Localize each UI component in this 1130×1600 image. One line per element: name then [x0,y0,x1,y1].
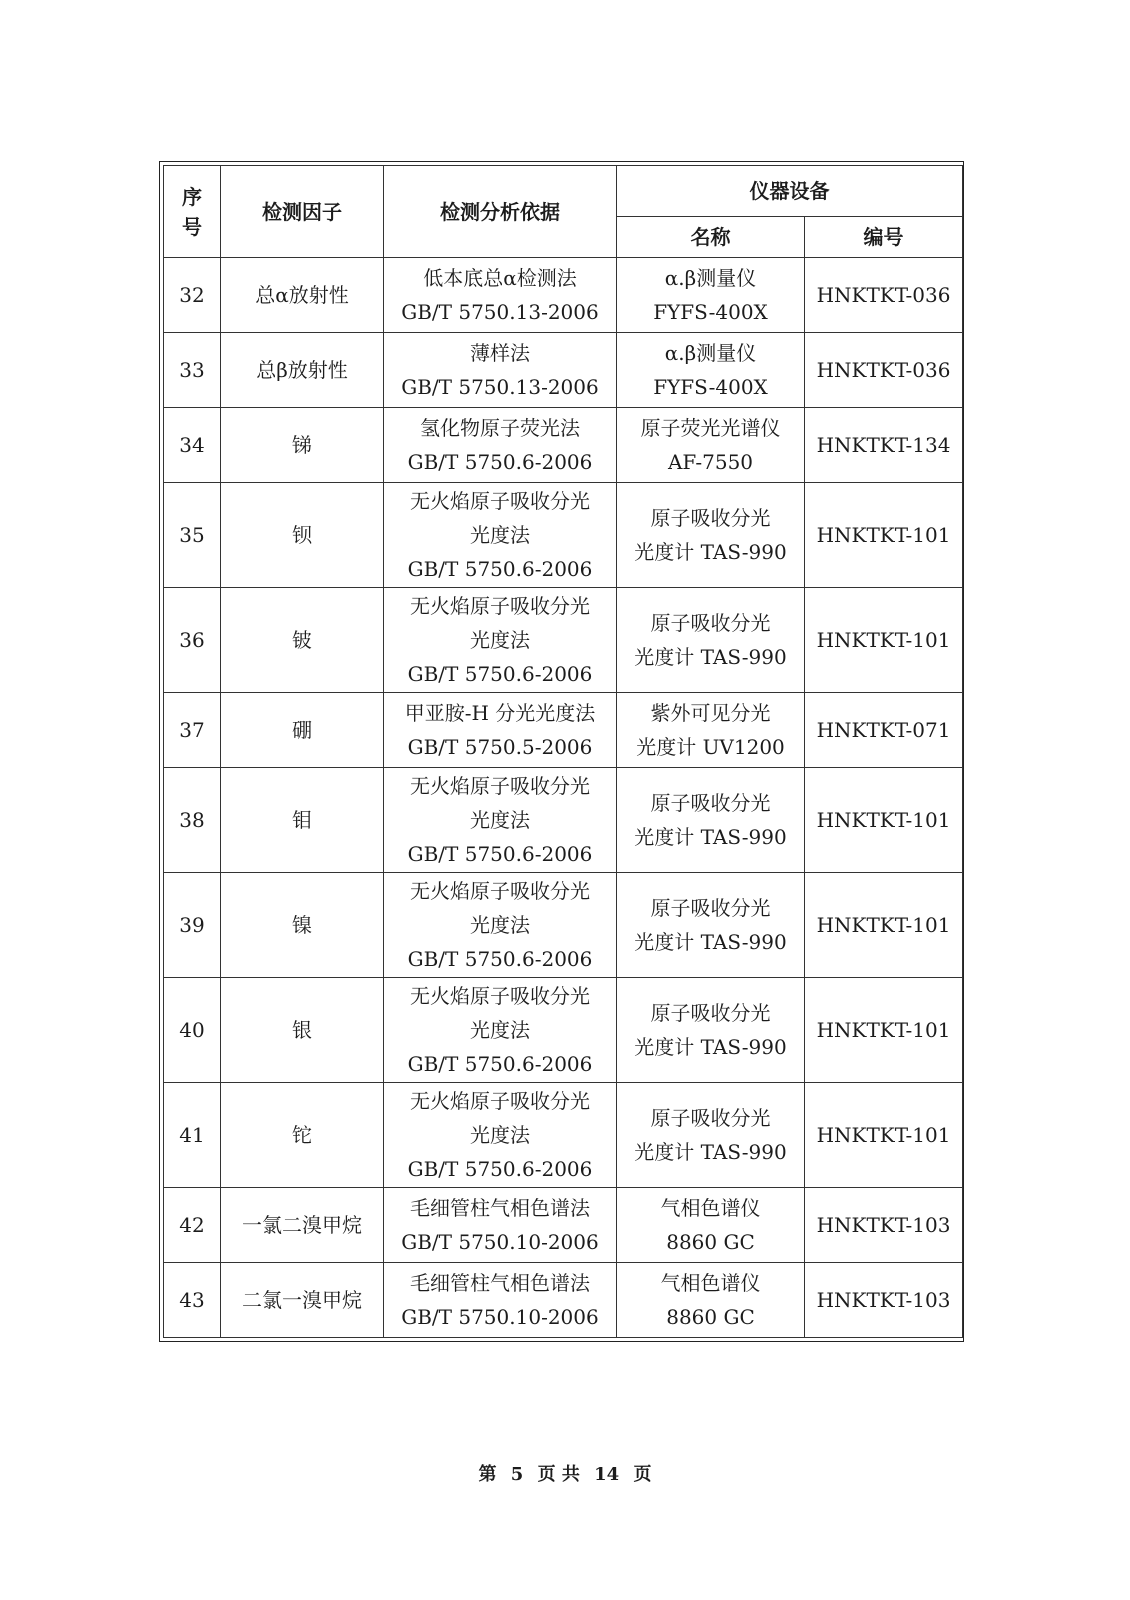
footer-page-number: 5 [510,1464,524,1485]
factor-cell: 银 [221,978,384,1083]
basis-cell-line: GB/T 5750.6-2006 [407,842,593,866]
table-row [164,333,963,408]
footer-total-pages: 14 [594,1464,620,1485]
instrument-name-cell-line: 光度计 TAS-990 [634,1035,787,1059]
basis-cell-line: 无火焰原子吸收分光 [410,594,590,618]
basis-cell [384,483,617,588]
basis-cell-line: GB/T 5750.10-2006 [401,1305,599,1329]
instrument-code-cell: HNKTKT-101 [805,978,963,1083]
instrument-code-cell: HNKTKT-071 [805,693,963,768]
seq-cell: 42 [164,1188,221,1263]
basis-cell-line: GB/T 5750.13-2006 [401,375,599,399]
seq-cell: 36 [164,588,221,693]
instrument-name-cell [617,258,805,333]
header-seq: 序号 [164,166,221,258]
basis-cell-line: 无火焰原子吸收分光 [410,489,590,513]
seq-cell: 37 [164,693,221,768]
seq-cell: 43 [164,1263,221,1338]
basis-cell [384,978,617,1083]
instrument-name-cell [617,978,805,1083]
instrument-name-cell [617,1263,805,1338]
footer-prefix: 第 [478,1464,497,1485]
table-body [164,258,963,1338]
basis-cell-line: 甲亚胺-H 分光光度法 [404,701,596,725]
basis-cell-line: 光度法 [470,913,530,937]
seq-cell: 32 [164,258,221,333]
instrument-name-cell-line: 原子吸收分光 [650,791,771,815]
instrument-name-cell-line: 8860 GC [666,1305,755,1329]
factor-cell: 钼 [221,768,384,873]
instrument-code-cell: HNKTKT-101 [805,873,963,978]
basis-cell [384,408,617,483]
table-row [164,693,963,768]
table-row [164,873,963,978]
basis-cell-line: 光度法 [470,523,530,547]
instrument-name-cell-line: 原子吸收分光 [650,611,771,635]
instrument-name-cell [617,588,805,693]
header-basis: 检测分析依据 [384,166,617,258]
instrument-name-cell-line: 原子吸收分光 [650,506,771,530]
instrument-name-cell-line: FYFS-400X [653,375,768,399]
table-row [164,483,963,588]
footer-mid: 页 共 [537,1464,580,1485]
seq-cell: 39 [164,873,221,978]
basis-cell-line: 毛细管柱气相色谱法 [410,1271,590,1295]
instrument-name-cell-line: 气相色谱仪 [660,1271,761,1295]
instrument-name-cell [617,1188,805,1263]
basis-cell-line: GB/T 5750.13-2006 [401,300,599,324]
instrument-name-cell-line: 光度计 TAS-990 [634,1140,787,1164]
instrument-name-cell-line: 原子吸收分光 [650,896,771,920]
instrument-name-cell-line: α.β测量仪 [664,341,757,365]
instrument-name-cell-line: 8860 GC [666,1230,755,1254]
factor-cell: 锑 [221,408,384,483]
seq-cell: 38 [164,768,221,873]
table-row [164,1188,963,1263]
instrument-code-cell: HNKTKT-101 [805,588,963,693]
table-row [164,408,963,483]
basis-cell [384,1188,617,1263]
seq-cell: 33 [164,333,221,408]
instrument-name-cell-line: 原子荧光光谱仪 [640,416,781,440]
factor-cell: 镍 [221,873,384,978]
footer-suffix: 页 [633,1464,652,1485]
basis-cell-line: 无火焰原子吸收分光 [410,774,590,798]
instrument-name-cell-line: 光度计 TAS-990 [634,540,787,564]
basis-cell [384,258,617,333]
instrument-name-cell-line: 光度计 TAS-990 [634,645,787,669]
header-instrument: 仪器设备 [617,166,963,217]
inspection-table [163,165,963,1338]
basis-cell-line: GB/T 5750.6-2006 [407,1157,593,1181]
basis-cell-line: GB/T 5750.6-2006 [407,947,593,971]
basis-cell-line: GB/T 5750.6-2006 [407,557,593,581]
basis-cell-line: 无火焰原子吸收分光 [410,1089,590,1113]
instrument-code-cell: HNKTKT-036 [805,333,963,408]
instrument-code-cell: HNKTKT-101 [805,768,963,873]
instrument-code-cell: HNKTKT-036 [805,258,963,333]
header-factor: 检测因子 [221,166,384,258]
seq-cell: 41 [164,1083,221,1188]
page-footer [0,1460,1130,1486]
instrument-code-cell: HNKTKT-101 [805,1083,963,1188]
seq-cell: 40 [164,978,221,1083]
instrument-code-cell: HNKTKT-103 [805,1188,963,1263]
basis-cell-line: 光度法 [470,628,530,652]
instrument-name-cell [617,693,805,768]
basis-cell-line: 低本底总α检测法 [423,266,577,290]
factor-cell: 铍 [221,588,384,693]
report-table-frame [159,161,964,1342]
instrument-name-cell-line: 原子吸收分光 [650,1106,771,1130]
table-row [164,1083,963,1188]
basis-cell-line: 无火焰原子吸收分光 [410,879,590,903]
instrument-name-cell-line: α.β测量仪 [664,266,757,290]
instrument-code-cell: HNKTKT-103 [805,1263,963,1338]
basis-cell [384,1263,617,1338]
basis-cell-line: 光度法 [470,1123,530,1147]
basis-cell-line: 薄样法 [470,341,530,365]
table-row [164,978,963,1083]
factor-cell: 二氯一溴甲烷 [221,1263,384,1338]
instrument-name-cell-line: 气相色谱仪 [660,1196,761,1220]
instrument-name-cell-line: 光度计 TAS-990 [634,825,787,849]
instrument-name-cell [617,333,805,408]
seq-cell: 34 [164,408,221,483]
instrument-name-cell [617,408,805,483]
instrument-name-cell [617,1083,805,1188]
basis-cell-line: 毛细管柱气相色谱法 [410,1196,590,1220]
basis-cell-line: GB/T 5750.5-2006 [407,735,593,759]
basis-cell-line: GB/T 5750.6-2006 [407,1052,593,1076]
basis-cell [384,693,617,768]
basis-cell-line: 氢化物原子荧光法 [420,416,580,440]
basis-cell-line: GB/T 5750.6-2006 [407,662,593,686]
instrument-name-cell-line: FYFS-400X [653,300,768,324]
instrument-name-cell-line: AF-7550 [667,450,754,474]
table-row [164,258,963,333]
factor-cell: 总α放射性 [221,258,384,333]
instrument-name-cell-line: 光度计 TAS-990 [634,930,787,954]
table-row [164,588,963,693]
basis-cell-line: 无火焰原子吸收分光 [410,984,590,1008]
header-name: 名称 [617,217,805,258]
instrument-name-cell-line: 原子吸收分光 [650,1001,771,1025]
instrument-name-cell-line: 光度计 UV1200 [636,735,785,759]
instrument-name-cell [617,768,805,873]
basis-cell [384,588,617,693]
basis-cell-line: GB/T 5750.6-2006 [407,450,593,474]
basis-cell [384,873,617,978]
basis-cell [384,333,617,408]
factor-cell: 硼 [221,693,384,768]
table-row [164,1263,963,1338]
factor-cell: 铊 [221,1083,384,1188]
basis-cell-line: 光度法 [470,808,530,832]
basis-cell [384,768,617,873]
seq-cell: 35 [164,483,221,588]
header-code: 编号 [805,217,963,258]
basis-cell-line: 光度法 [470,1018,530,1042]
instrument-code-cell: HNKTKT-134 [805,408,963,483]
table-row [164,768,963,873]
factor-cell: 一氯二溴甲烷 [221,1188,384,1263]
basis-cell-line: GB/T 5750.10-2006 [401,1230,599,1254]
factor-cell: 钡 [221,483,384,588]
factor-cell: 总β放射性 [221,333,384,408]
instrument-name-cell [617,873,805,978]
instrument-code-cell: HNKTKT-101 [805,483,963,588]
instrument-name-cell [617,483,805,588]
basis-cell [384,1083,617,1188]
instrument-name-cell-line: 紫外可见分光 [650,701,771,725]
